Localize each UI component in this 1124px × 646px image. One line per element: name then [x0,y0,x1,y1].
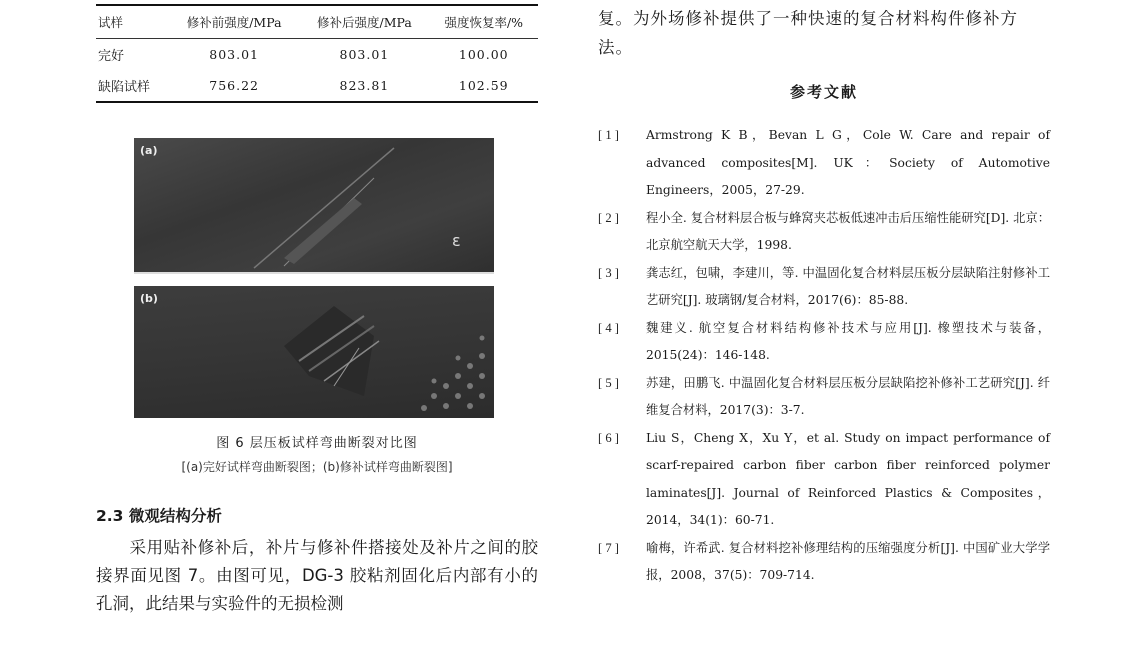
reference-text: 苏建，田鹏飞. 中温固化复合材料层压板分层缺陷挖补修补工艺研究[J]. 纤维复合材料，2017(3)：3-7. [646,375,1050,417]
cell: 803.01 [209,47,259,62]
reference-number: [ 2 ] [598,210,619,225]
cell: 756.22 [209,78,259,93]
paragraph-text: 采用贴补修补后，补片与修补件搭接处及补片之间的胶接界面见图 7。由图可见，DG-3 胶粘剂固化后内部有小的孔洞，此结果与实验件的无损检测 [96,538,538,613]
svg-text:ε: ε [452,231,461,250]
reference-number: [ 5 ] [598,375,619,390]
reference-number: [ 6 ] [598,430,619,445]
header-before: 修补前强度/MPa [186,15,282,30]
cell: 100.00 [458,47,509,62]
figure-subcaption: [(a)完好试样弯曲断裂图；(b)修补试样弯曲断裂图] [181,460,453,474]
reference-number: [ 1 ] [598,128,619,142]
specimen-b-illustration [134,286,494,418]
table-row [96,39,538,71]
figure-caption: 图 6 层压板试样弯曲断裂对比图 [216,436,418,451]
header-recovery: 强度恢复率/% [444,15,524,30]
reference-text: 龚志红，包啸，李建川，等. 中温固化复合材料层压板分层缺陷注射修补工艺研究[J]. 玻璃钢/复合材料，2017(6)：85-88. [646,265,1050,307]
reference-item [598,315,1050,370]
references-title: 参考文献 [789,83,858,101]
reference-item [598,535,1050,590]
photo-panel-b [134,286,494,418]
strength-table-wrap [96,4,538,103]
reference-number: [ 4 ] [598,320,619,335]
section-paragraph [96,534,538,618]
reference-text: Armstrong K B，Bevan L G，Cole W. Care and repair of advanced composites[M]. UK：Society of Automotive Engineers，2005，27-29. [646,128,1050,197]
header-after: 修补后强度/MPa [316,15,412,30]
cell: 823.81 [339,78,390,93]
reference-item [598,260,1050,315]
cell: 102.59 [458,78,509,93]
reference-text: 喻梅，许希武. 复合材料挖补修理结构的压缩强度分析[J]. 中国矿业大学学报，2008，37(5)：709-714. [646,540,1050,582]
reference-item [598,122,1050,205]
figure-6 [134,138,494,418]
strength-table [96,4,538,103]
reference-item [598,205,1050,260]
photo-panel-a [134,138,494,274]
reference-number: [ 7 ] [598,540,619,555]
reference-item [598,370,1050,425]
reference-text: Liu S，Cheng X，Xu Y，et al. Study on impact performance of scarf-repaired carbon fiber carbon fiber reinforced polymer laminates[J]. Journal of Reinforced Plastics & Composites，2014，34(1)：60-71. [646,430,1050,527]
table-row [96,70,538,102]
cell: 803.01 [339,47,390,62]
continued-paragraph: 复。为外场修补提供了一种快速的复合材料构件修补方法。 [598,9,1018,57]
cell: 完好 [98,49,125,64]
header-specimen: 试样 [98,15,124,30]
panel-b-label: (b) [140,292,158,305]
reference-list [598,122,1050,590]
reference-number: [ 3 ] [598,265,619,280]
specimen-a-illustration [134,138,494,272]
reference-text: 程小全. 复合材料层合板与蜂窝夹芯板低速冲击后压缩性能研究[D]. 北京：北京航空航天大学，1998. [646,210,1050,252]
table-header-row [96,5,538,39]
cell: 缺陷试样 [98,80,151,95]
reference-item [598,425,1050,535]
section-heading: 2.3 微观结构分析 [96,507,222,525]
reference-text: 魏建义. 航空复合材料结构修补技术与应用[J]. 橡塑技术与装备，2015(24)：146-148. [646,320,1050,362]
panel-a-label: (a) [140,144,158,157]
